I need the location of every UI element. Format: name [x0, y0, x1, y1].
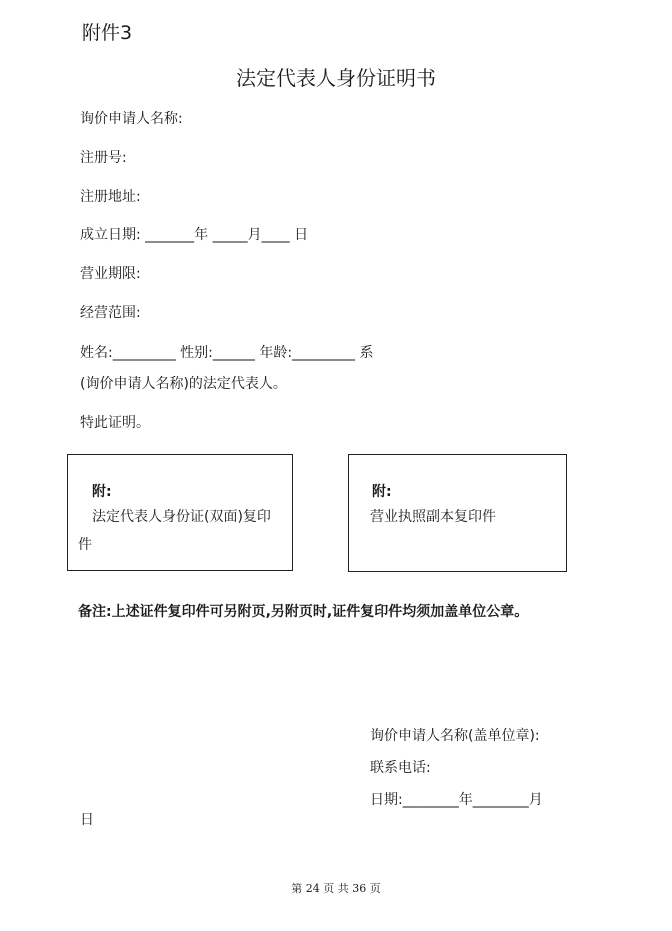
document-title: 法定代表人身份证明书	[236, 66, 436, 90]
registration-number-field: 注册号:	[80, 150, 127, 166]
page-number-footer: 第 24 页 共 36 页	[291, 882, 381, 895]
registration-address-field: 注册地址:	[80, 189, 141, 205]
signature-phone-field: 联系电话:	[370, 760, 431, 776]
establishment-date-field: 成立日期: _______年 _____月____ 日	[80, 227, 309, 243]
attachment-box-business-license	[348, 454, 567, 572]
attachment-box-head: 附:	[92, 484, 112, 500]
business-scope-field: 经营范围:	[80, 305, 141, 321]
attachment-box-body: 法定代表人身份证(双面)复印件	[78, 509, 271, 553]
attachment-box-id-card	[67, 454, 293, 571]
person-info-line: 姓名:_________ 性别:______ 年龄:_________ 系	[80, 345, 374, 361]
attachment-box-head: 附:	[372, 484, 392, 500]
certification-statement: 特此证明。	[80, 415, 150, 431]
signature-day-field: 日	[80, 812, 94, 828]
attachment-box-body: 营业执照副本复印件	[370, 509, 496, 525]
signature-company-field: 询价申请人名称(盖单位章):	[370, 728, 540, 744]
signature-date-field: 日期:________年________月	[370, 792, 543, 808]
remarks-note: 备注:上述证件复印件可另附页,另附页时,证件复印件均须加盖单位公章。	[78, 604, 529, 620]
attachment-label: 附件3	[82, 22, 133, 44]
representative-statement: (询价申请人名称)的法定代表人。	[80, 376, 287, 392]
business-term-field: 营业期限:	[80, 266, 141, 282]
applicant-name-field: 询价申请人名称:	[80, 111, 183, 127]
